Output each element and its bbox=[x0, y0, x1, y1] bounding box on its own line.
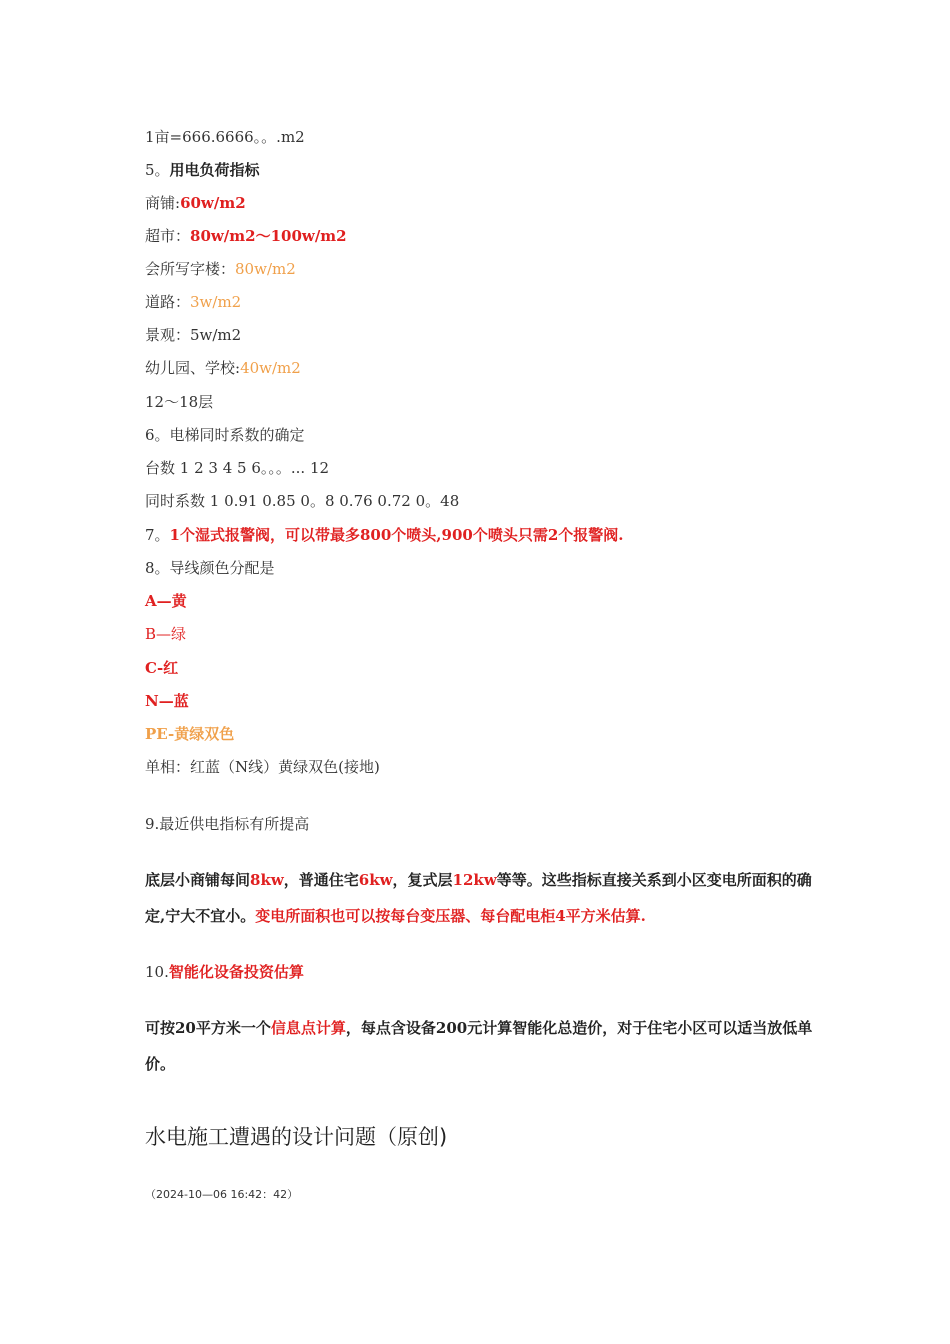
load-shop-line bbox=[145, 193, 246, 213]
floors-line: 12～18层 bbox=[145, 393, 214, 411]
load-market-value: 80w/m2～100w/m2 bbox=[190, 227, 347, 245]
section-7-text: 1个湿式报警阀，可以带最多800个喷头,900个喷头只需2个报警阀. bbox=[169, 526, 624, 544]
para1-text-2: ，普通住宅 bbox=[283, 871, 359, 889]
elevator-count-row: 台数 1 2 3 4 5 6。。。... 12 bbox=[145, 459, 330, 477]
load-club-line bbox=[145, 259, 296, 279]
article-timestamp: （2024-10—06 16:42：42） bbox=[145, 1188, 299, 1201]
section-7-number: 7。 bbox=[145, 526, 170, 544]
load-shop-label: 商铺: bbox=[145, 194, 181, 212]
load-road-line bbox=[145, 292, 241, 312]
para1-duplex-power: 12kw bbox=[452, 871, 497, 889]
wire-a-line: A—黄 bbox=[145, 592, 187, 610]
para1-shop-power: 8kw bbox=[250, 871, 284, 889]
section-5-heading bbox=[145, 160, 260, 180]
wire-pe-line: PE-黄绿双色 bbox=[145, 725, 235, 743]
single-phase-line: 单相：红蓝（N线）黄绿双色(接地) bbox=[145, 758, 380, 776]
article-title: 水电施工遭遇的设计问题（原创) bbox=[145, 1125, 448, 1149]
para2-highlight: 信息点计算 bbox=[270, 1019, 346, 1037]
load-school-label: 幼儿园、学校: bbox=[145, 359, 241, 377]
section-9-heading: 9.最近供电指标有所提高 bbox=[145, 815, 310, 833]
wire-b-line: B—绿 bbox=[145, 625, 187, 643]
load-school-value: 40w/m2 bbox=[240, 359, 301, 377]
para2-text-2: ，每点含设备200元计算智能化总造价，对于住宅小区可以适当放低单价。 bbox=[145, 1019, 813, 1073]
para1-text-3: ，复式层 bbox=[392, 871, 453, 889]
para1-house-power: 6kw bbox=[358, 871, 393, 889]
section-5-title: 用电负荷指标 bbox=[169, 161, 260, 179]
elevator-coefficient-row: 同时系数 1 0.91 0.85 0。8 0.76 0.72 0。48 bbox=[145, 492, 460, 510]
section-6-heading: 6。电梯同时系数的确定 bbox=[145, 426, 305, 444]
wire-n-line: N—蓝 bbox=[145, 692, 189, 710]
para1-substation-note: 变电所面积也可以按每台变压器、每台配电柜4平方米估算. bbox=[255, 907, 646, 925]
para1-text-4: 等等。这些指标直接关系到小区变电所面积的确定,宁大不宜小。 bbox=[145, 871, 812, 925]
load-school-line bbox=[145, 358, 301, 378]
load-road-value: 3w/m2 bbox=[190, 293, 242, 311]
load-market-line bbox=[145, 226, 347, 246]
section-5-number: 5。 bbox=[145, 161, 170, 179]
area-conversion-line: 1亩=666.6666。。.m2 bbox=[145, 128, 305, 146]
section-8-heading: 8。导线颜色分配是 bbox=[145, 559, 275, 577]
load-club-label: 会所写字楼： bbox=[145, 260, 236, 278]
para1-text-1: 底层小商铺每间 bbox=[145, 871, 251, 889]
wire-c-line: C-红 bbox=[145, 659, 179, 677]
load-road-label: 道路： bbox=[145, 293, 191, 311]
section-10-number: 10. bbox=[145, 963, 169, 981]
load-landscape-line: 景观：5w/m2 bbox=[145, 326, 242, 344]
load-market-label: 超市： bbox=[145, 227, 191, 245]
section-7-line bbox=[145, 525, 624, 545]
section-10-heading bbox=[145, 962, 304, 982]
load-shop-value: 60w/m2 bbox=[180, 194, 246, 212]
para2-text-1: 可按20平方米一个 bbox=[145, 1019, 271, 1037]
intelligence-paragraph bbox=[145, 1010, 815, 1082]
load-club-value: 80w/m2 bbox=[235, 260, 296, 278]
power-index-paragraph bbox=[145, 862, 815, 934]
section-10-title: 智能化设备投资估算 bbox=[168, 963, 304, 981]
